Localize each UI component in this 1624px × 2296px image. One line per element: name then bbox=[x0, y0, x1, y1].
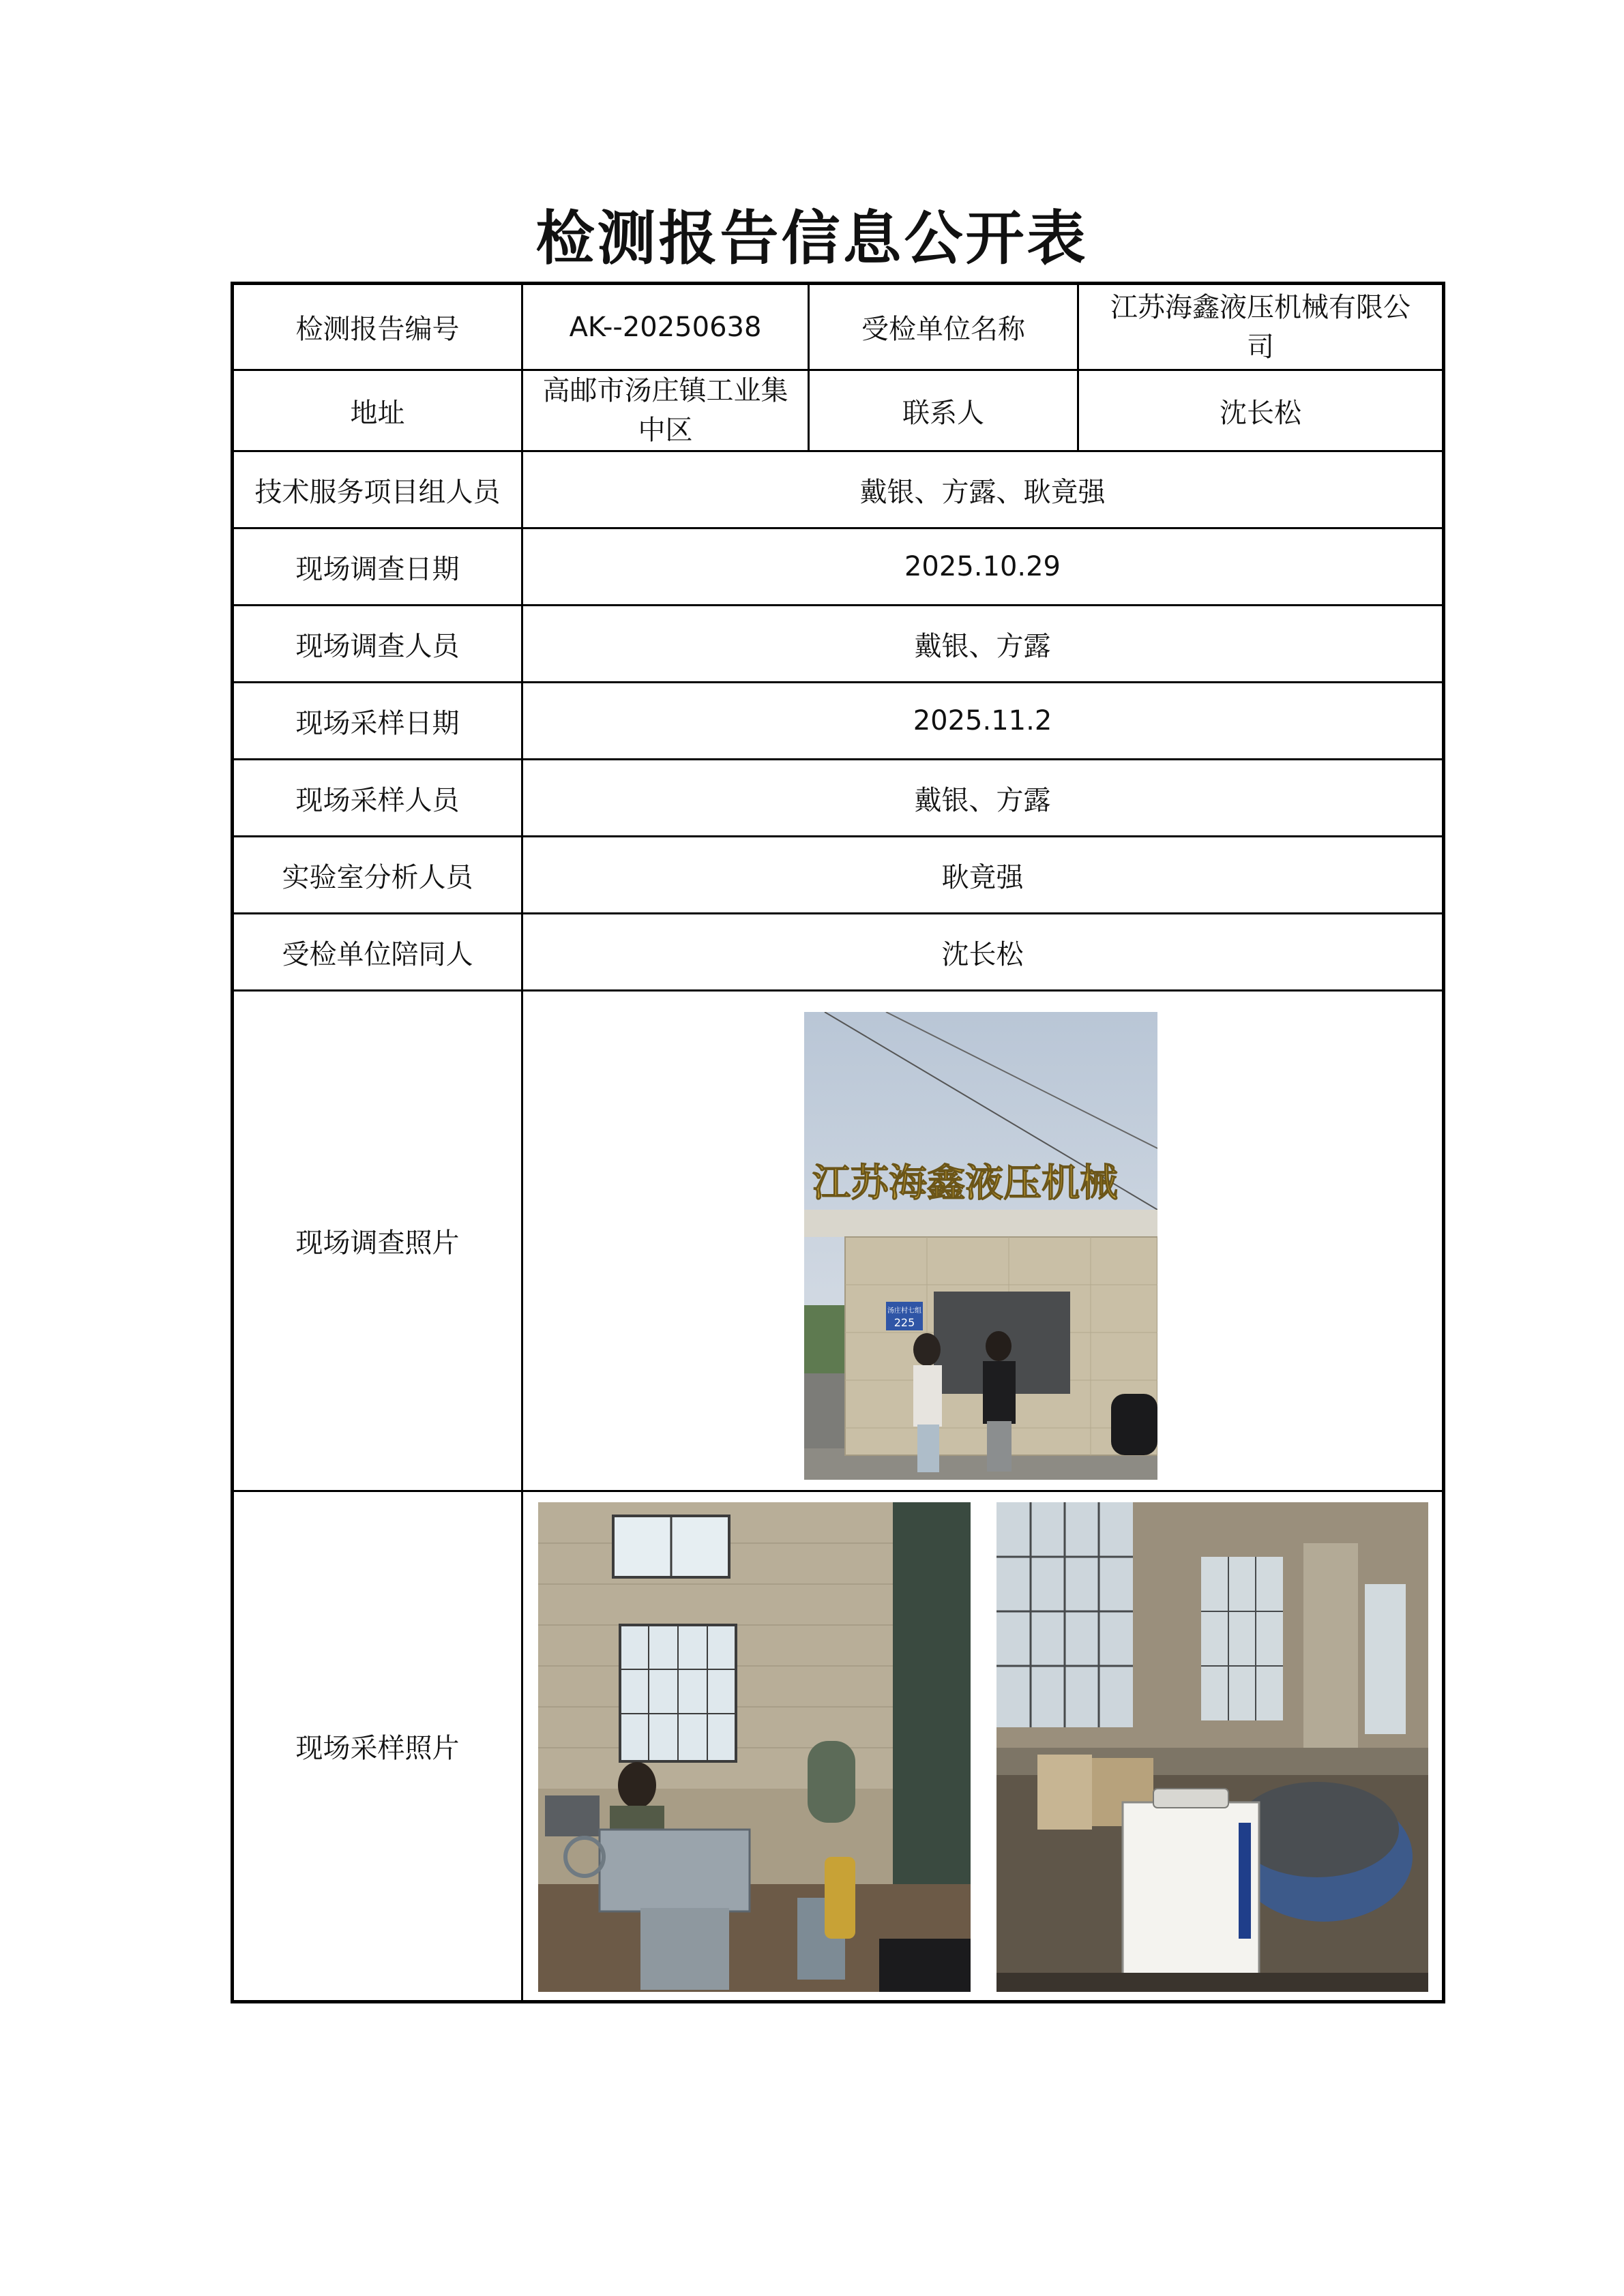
contact-value: 沈长松 bbox=[1078, 370, 1444, 451]
unit-name-line-2: 司 bbox=[1247, 331, 1274, 363]
unit-name-label: 受检单位名称 bbox=[809, 284, 1078, 370]
lab-staff-value: 耿竟强 bbox=[522, 837, 1444, 914]
info-table bbox=[231, 282, 1445, 2003]
sampling-date-value: 2025.11.2 bbox=[522, 683, 1444, 760]
sampling-staff-value: 戴银、方露 bbox=[522, 760, 1444, 837]
team-value: 戴银、方露、耿竟强 bbox=[522, 451, 1444, 528]
sampling-date-label: 现场采样日期 bbox=[233, 683, 522, 760]
sampling-photo-label: 现场采样照片 bbox=[233, 1491, 522, 2002]
table-row bbox=[233, 760, 1444, 837]
survey-date-label: 现场调查日期 bbox=[233, 528, 522, 606]
contact-label: 联系人 bbox=[809, 370, 1078, 451]
table-row bbox=[233, 683, 1444, 760]
table-row bbox=[233, 837, 1444, 914]
document-title: 检测报告信息公开表 bbox=[535, 204, 1089, 273]
team-label: 技术服务项目组人员 bbox=[233, 451, 522, 528]
house-plate-text: 汤庄村七组 bbox=[887, 1307, 921, 1315]
table-row bbox=[233, 1491, 1444, 2002]
table-row bbox=[233, 606, 1444, 683]
gate-sign-text: 江苏海鑫液压机械 bbox=[812, 1161, 1118, 1206]
sampling-photo-right bbox=[996, 1502, 1428, 1992]
unit-name-line-1: 江苏海鑫液压机械有限公 bbox=[1110, 291, 1411, 323]
house-plate-number: 225 bbox=[894, 1316, 915, 1329]
sampling-photo-right-image bbox=[996, 1502, 1428, 1992]
survey-photo bbox=[804, 1012, 1157, 1480]
survey-photo-image bbox=[804, 1012, 1157, 1480]
address-value bbox=[522, 370, 809, 451]
sampling-photo-cell bbox=[522, 1491, 1444, 2002]
lab-staff-label: 实验室分析人员 bbox=[233, 837, 522, 914]
address-line-1: 高邮市汤庄镇工业集 bbox=[542, 375, 788, 406]
address-label: 地址 bbox=[233, 370, 522, 451]
table-row bbox=[233, 370, 1444, 451]
table-row bbox=[233, 284, 1444, 370]
unit-name-value bbox=[1078, 284, 1444, 370]
address-line-2: 中区 bbox=[638, 415, 693, 446]
table-row bbox=[233, 914, 1444, 991]
table-row bbox=[233, 528, 1444, 606]
survey-photo-cell bbox=[522, 991, 1444, 1491]
survey-photo-label: 现场调查照片 bbox=[233, 991, 522, 1491]
report-no-label: 检测报告编号 bbox=[233, 284, 522, 370]
survey-staff-value: 戴银、方露 bbox=[522, 606, 1444, 683]
survey-staff-label: 现场调查人员 bbox=[233, 606, 522, 683]
escort-label: 受检单位陪同人 bbox=[233, 914, 522, 991]
report-no-value: AK--20250638 bbox=[522, 284, 809, 370]
survey-date-value: 2025.10.29 bbox=[522, 528, 1444, 606]
sampling-photo-left bbox=[538, 1502, 971, 1992]
escort-value: 沈长松 bbox=[522, 914, 1444, 991]
sampling-staff-label: 现场采样人员 bbox=[233, 760, 522, 837]
sampling-photo-left-image bbox=[538, 1502, 971, 1992]
table-row bbox=[233, 451, 1444, 528]
table-row bbox=[233, 991, 1444, 1491]
